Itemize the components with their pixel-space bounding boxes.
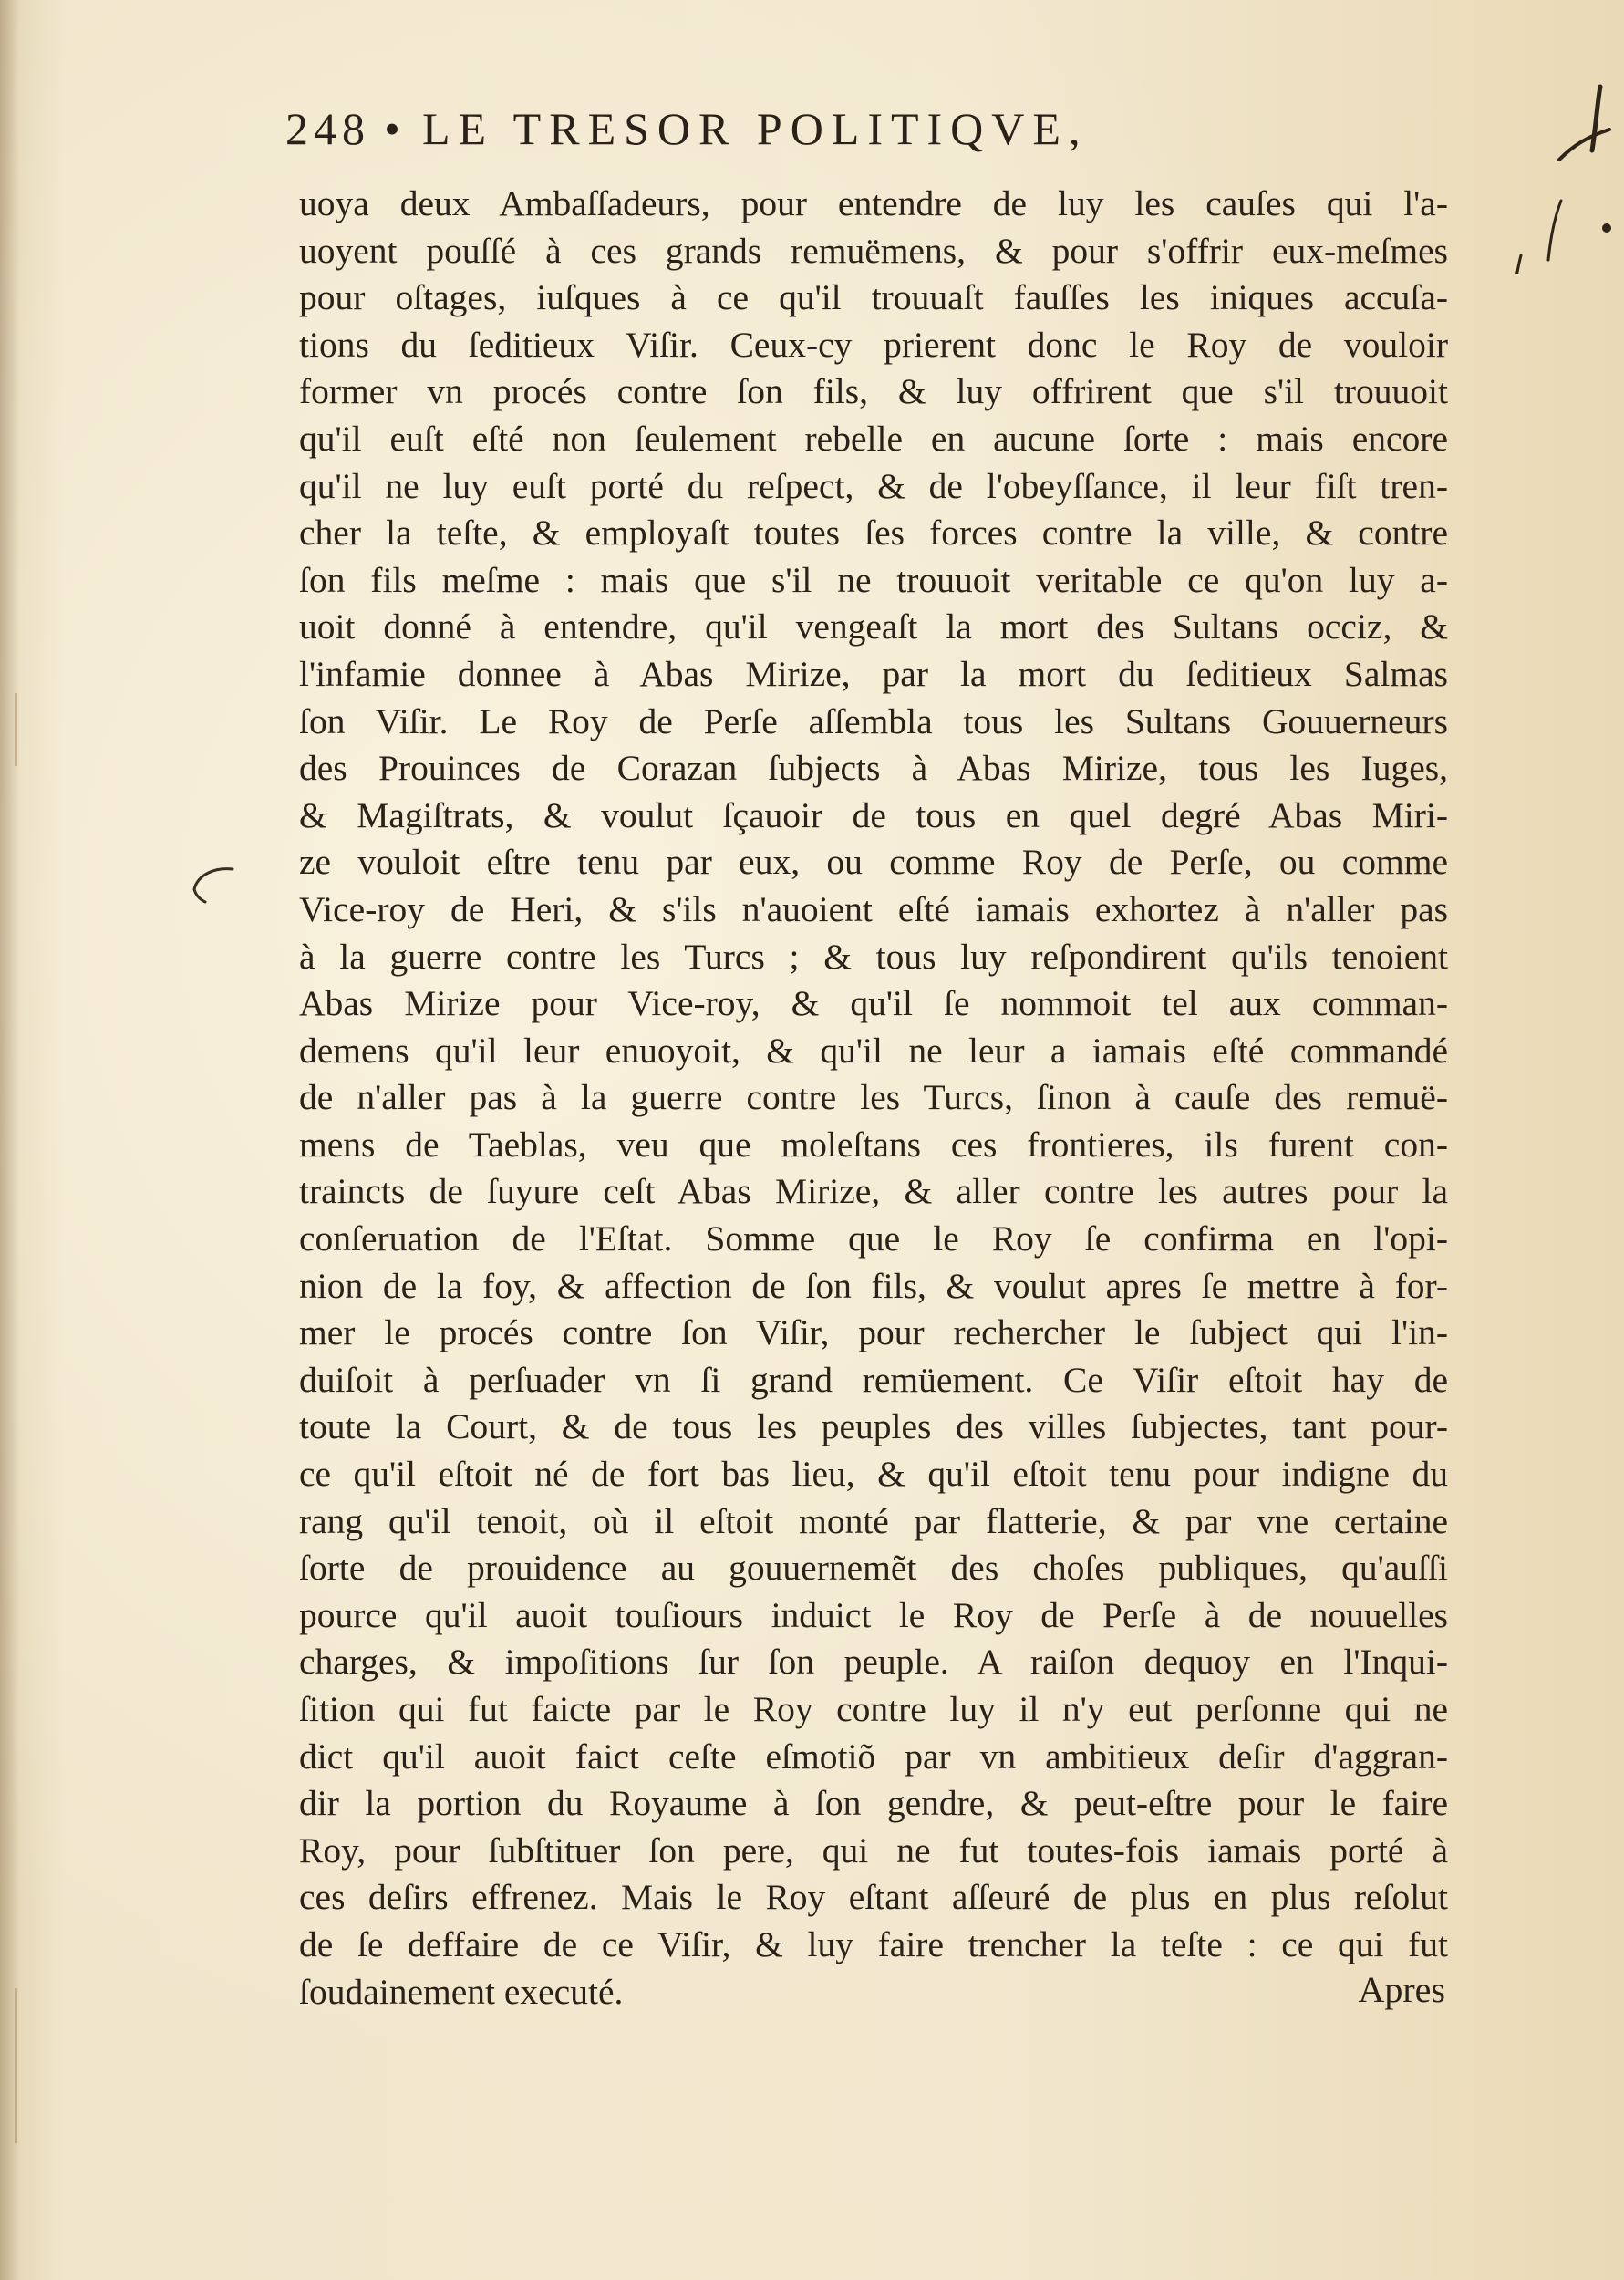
text-line: Roy, pour ſubſtituer ſon pere, qui ne fut toutes-fois iamais porté à: [299, 1829, 1448, 1871]
page-header: [285, 102, 1453, 166]
text-line: nion de la foy, & affection de ſon fils, & voulut apres ſe mettre à for-: [299, 1265, 1448, 1306]
text-line: ce qu'il eſtoit né de fort bas lieu, & qu'il eſtoit tenu pour indigne du: [299, 1454, 1448, 1495]
text-line: charges, & impoſitions ſur ſon peuple. A raiſon dequoy en l'Inqui-: [299, 1642, 1448, 1683]
text-line: & Magiſtrats, & voulut ſçauoir de tous en quel degré Abas Miri-: [299, 794, 1448, 835]
body-text: [299, 181, 1448, 2016]
margin-annotation-mark: [1495, 73, 1614, 274]
page-number: 248: [285, 103, 370, 154]
text-line: à la guerre contre les Turcs ; & tous luy reſpondirent qu'ils tenoient: [299, 936, 1448, 977]
text-line: demens qu'il leur enuoyoit, & qu'il ne leur a iamais eſté commandé: [299, 1030, 1448, 1071]
text-line: de ſe deffaire de ce Viſir, & luy faire trencher la teſte : ce qui fut: [299, 1923, 1448, 1964]
text-line: Abas Mirize pour Vice-roy, & qu'il ſe nommoit tel aux comman-: [299, 983, 1448, 1024]
margin-annotation-mark: [187, 862, 242, 907]
text-line: uoyent pouſſé à ces grands remuëmens, & pour s'offrir eux-meſmes: [299, 230, 1448, 271]
margin-bleed-mark: [15, 1988, 17, 2143]
text-line: ces deſirs effrenez. Mais le Roy eſtant aſſeuré de plus en plus reſolut: [299, 1877, 1448, 1918]
text-line: mens de Taeblas, veu que moleſtans ces frontieres, ils furent con-: [299, 1124, 1448, 1165]
text-line: ſorte de prouidence au gouuernemẽt des choſes publiques, qu'auſſi: [299, 1548, 1448, 1589]
text-line: mer le procés contre ſon Viſir, pour rechercher le ſubject qui l'in-: [299, 1312, 1448, 1353]
text-line: qu'il euſt eſté non ſeulement rebelle en aucune ſorte : mais encore: [299, 418, 1448, 459]
margin-bleed-mark: [15, 693, 17, 766]
text-line: dir la portion du Royaume à ſon gendre, & peut-eſtre pour le faire: [299, 1783, 1448, 1824]
text-line: traincts de ſuyure ceſt Abas Mirize, & aller contre les autres pour la: [299, 1171, 1448, 1212]
text-line: pour oſtages, iuſques à ce qu'il trouuaſt fauſſes les iniques accuſa-: [299, 277, 1448, 318]
text-line: rang qu'il tenoit, où il eſtoit monté par flatterie, & par vne certaine: [299, 1500, 1448, 1541]
text-line: former vn procés contre ſon fils, & luy offrirent que s'il trouuoit: [299, 371, 1448, 412]
text-line: de n'aller pas à la guerre contre les Turcs, ſinon à cauſe des remuë-: [299, 1077, 1448, 1118]
catchword: Apres: [1358, 1969, 1445, 2010]
binding-shadow: [0, 0, 20, 2280]
text-line: duiſoit à perſuader vn ſi grand remüement. Ce Viſir eſtoit hay de: [299, 1359, 1448, 1400]
text-line: tions du ſeditieux Viſir. Ceux-cy prierent donc le Roy de vouloir: [299, 324, 1448, 365]
text-line: des Prouinces de Corazan ſubjects à Abas Mirize, tous les Iuges,: [299, 748, 1448, 789]
text-line: toute la Court, & de tous les peuples des villes ſubjectes, tant pour-: [299, 1406, 1448, 1447]
text-line: ſon Viſir. Le Roy de Perſe aſſembla tous les Sultans Gouuerneurs: [299, 700, 1448, 741]
running-title: LE TRESOR POLITIQVE,: [422, 103, 1089, 154]
text-line: Vice-roy de Heri, & s'ils n'auoient eſté iamais exhortez à n'aller pas: [299, 888, 1448, 929]
text-line: ſoudainement executé.: [299, 1971, 624, 2012]
text-line: dict qu'il auoit faict ceſte eſmotiõ par vn ambitieux deſir d'aggran-: [299, 1736, 1448, 1777]
text-line: cher la teſte, & employaſt toutes ſes forces contre la ville, & contre: [299, 513, 1448, 554]
text-line: uoya deux Ambaſſadeurs, pour entendre de luy les cauſes qui l'a-: [299, 183, 1448, 223]
text-line: qu'il ne luy euſt porté du reſpect, & de l'obeyſſance, il leur fiſt tren-: [299, 465, 1448, 506]
text-line: ſon fils meſme : mais que s'il ne trouuoit veritable ce qu'on luy a-: [299, 559, 1448, 600]
text-line: uoit donné à entendre, qu'il vengeaſt la mort des Sultans occiz, &: [299, 606, 1448, 648]
text-line: pource qu'il auoit touſiours induict le Roy de Perſe à de nouuelles: [299, 1594, 1448, 1635]
text-line: conſeruation de l'Eſtat. Somme que le Roy ſe confirma en l'opi-: [299, 1218, 1448, 1259]
text-line: l'infamie donnee à Abas Mirize, par la mort du ſeditieux Salmas: [299, 653, 1448, 694]
text-line: ze vouloit eſtre tenu par eux, ou comme Roy de Perſe, ou comme: [299, 842, 1448, 883]
text-line: ſition qui fut faicte par le Roy contre luy il n'y eut perſonne qui ne: [299, 1689, 1448, 1729]
header-separator: •: [384, 103, 406, 154]
